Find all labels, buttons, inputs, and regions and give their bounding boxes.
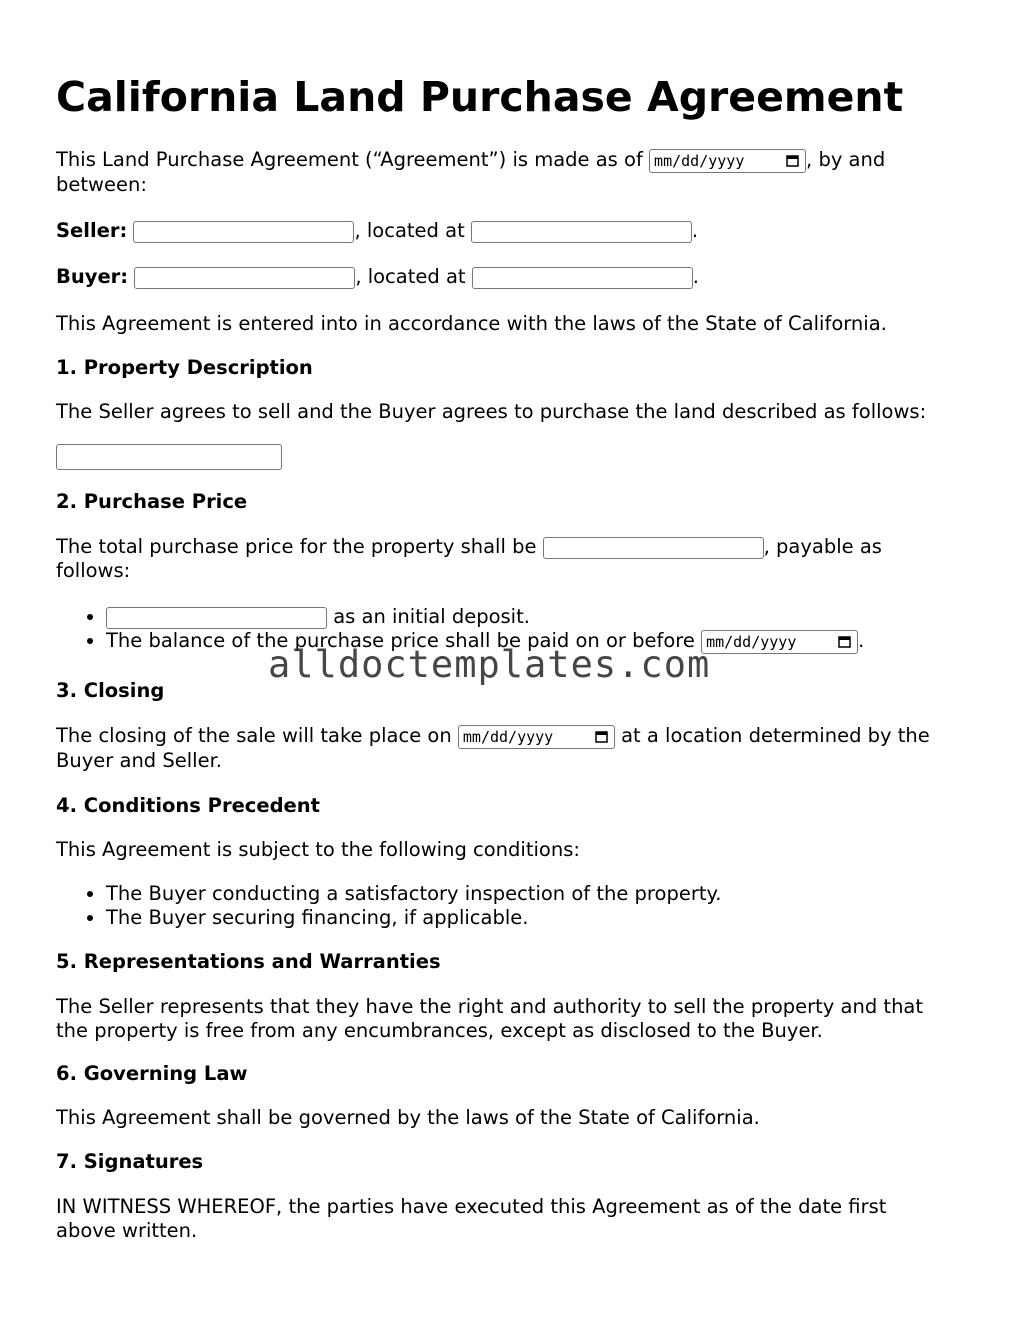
- balance-text: The balance of the purchase price shall be paid on or before: [106, 629, 702, 652]
- balance-date-input[interactable]: [701, 630, 858, 654]
- closing-paragraph: [56, 724, 956, 773]
- list-item: • The Buyer securing financing, if applicable.: [106, 906, 721, 930]
- intro-text-end: , by and between:: [56, 148, 886, 196]
- page-title: California Land Purchase Agreement: [56, 73, 904, 121]
- seller-address-input[interactable]: [471, 221, 692, 243]
- closing-text-end: at a location determined by the Buyer and Seller.: [56, 724, 930, 772]
- buyer-line: [56, 265, 699, 289]
- buyer-period: .: [692, 265, 699, 288]
- calendar-icon: [595, 730, 608, 743]
- seller-label: Seller:: [56, 219, 128, 242]
- closing-date-input[interactable]: [458, 725, 615, 749]
- watermark: alldoctemplates.com: [268, 643, 711, 686]
- buyer-located-text: , located at: [355, 265, 472, 288]
- seller-located-text: , located at: [354, 219, 471, 242]
- buyer-name-input[interactable]: [134, 267, 355, 289]
- section-heading-price: 2. Purchase Price: [56, 490, 248, 513]
- seller-name-input[interactable]: [133, 221, 354, 243]
- intro-paragraph: [56, 148, 936, 197]
- conditions-list: [56, 882, 721, 930]
- closing-text: The closing of the sale will take place on: [56, 724, 458, 747]
- section-heading-conditions: 4. Conditions Precedent: [56, 794, 320, 817]
- date-placeholder: mm/dd/yyyy: [654, 151, 745, 170]
- governing-law-text: This Agreement shall be governed by the laws of the State of California.: [56, 1106, 760, 1129]
- property-description-field-wrap: [56, 444, 282, 470]
- seller-period: .: [691, 219, 699, 242]
- conditions-text: This Agreement is subject to the following conditions:: [56, 838, 580, 861]
- calendar-icon: [838, 635, 851, 648]
- section-heading-warranties: 5. Representations and Warranties: [56, 950, 441, 973]
- property-text: The Seller agrees to sell and the Buyer agrees to purchase the land described as follows:: [56, 400, 927, 423]
- section-heading-law: 6. Governing Law: [56, 1062, 248, 1085]
- payment-item-balance: [106, 629, 864, 654]
- balance-period: .: [858, 629, 865, 652]
- buyer-address-input[interactable]: [472, 267, 693, 289]
- law-statement: This Agreement is entered into in accordance with the laws of the State of California.: [56, 312, 887, 335]
- agreement-date-input[interactable]: [649, 149, 806, 173]
- price-text-end: , payable as follows:: [56, 535, 882, 582]
- section-heading-signatures: 7. Signatures: [56, 1150, 204, 1173]
- payment-list: [56, 605, 864, 654]
- property-description-input[interactable]: [56, 444, 282, 470]
- deposit-text: as an initial deposit.: [327, 605, 530, 628]
- section-heading-property: 1. Property Description: [56, 356, 313, 379]
- date-placeholder: mm/dd/yyyy: [462, 727, 554, 746]
- purchase-price-input[interactable]: [543, 537, 764, 559]
- date-placeholder: mm/dd/yyyy: [706, 632, 797, 651]
- list-item: • The Buyer conducting a satisfactory inspection of the property.: [106, 882, 721, 906]
- signatures-text: IN WITNESS WHEREOF, the parties have executed this Agreement as of the date first above written.: [56, 1195, 887, 1242]
- calendar-icon: [786, 154, 799, 167]
- section-heading-closing: 3. Closing: [56, 679, 165, 702]
- price-paragraph: [56, 535, 936, 583]
- buyer-label: Buyer:: [56, 265, 129, 288]
- intro-text: This Land Purchase Agreement (“Agreement”) is made as of: [56, 148, 650, 171]
- seller-line: [56, 219, 698, 243]
- warranties-text: The Seller represents that they have the right and authority to sell the property and that the property is free from any encumbrances, except as disclosed to the Buyer.: [56, 995, 924, 1042]
- price-text: The total purchase price for the property shall be: [56, 535, 543, 558]
- payment-item-deposit: [106, 605, 864, 629]
- initial-deposit-input[interactable]: [106, 607, 327, 629]
